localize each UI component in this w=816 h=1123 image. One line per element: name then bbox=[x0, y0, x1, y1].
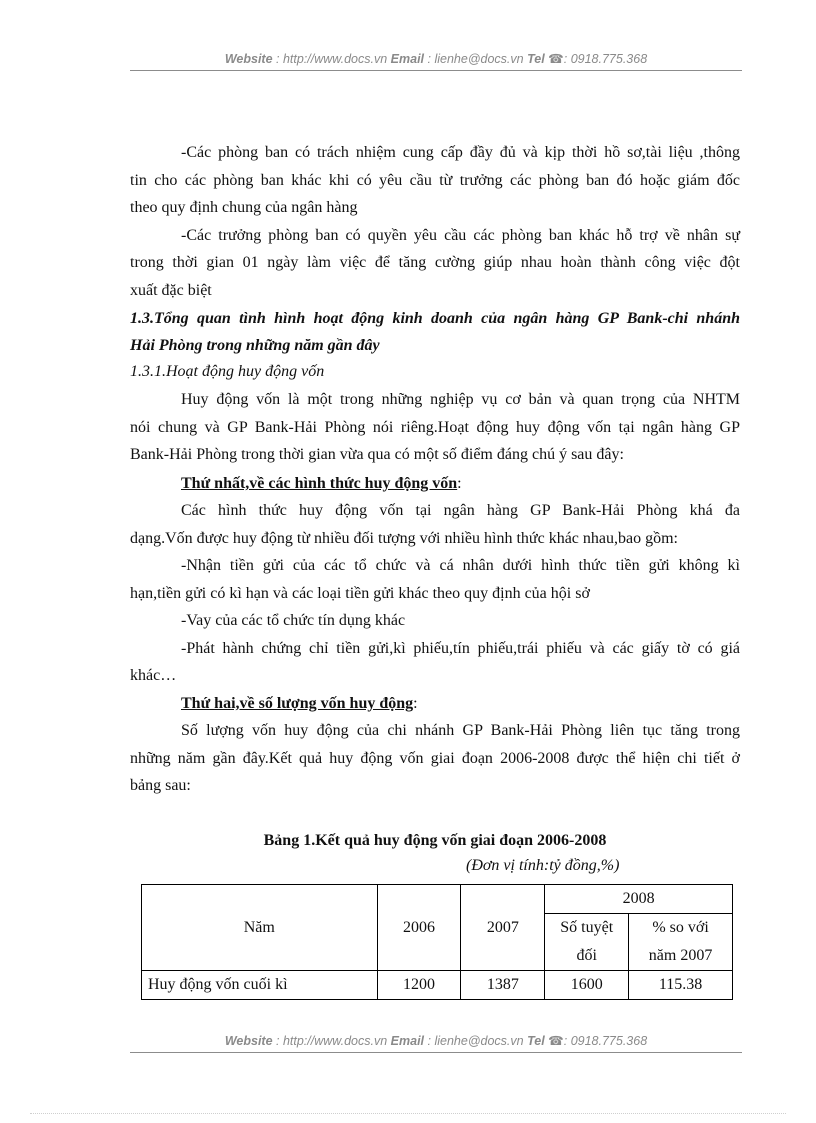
email-value[interactable]: : lienhe@docs.vn bbox=[427, 1034, 524, 1048]
cell-2006: 1200 bbox=[377, 971, 461, 1000]
email-value[interactable]: : lienhe@docs.vn bbox=[427, 52, 524, 66]
point-title-text: Thứ nhất,về các hình thức huy động vốn bbox=[181, 475, 458, 492]
website-value[interactable]: : http://www.docs.vn bbox=[276, 1034, 388, 1048]
point-title-text: Thứ hai,về số lượng vốn huy động bbox=[181, 695, 414, 712]
paragraph-line: trong thời gian 01 ngày làm việc để tăng cường giúp nhau hoàn thành công việc đột bbox=[130, 254, 740, 271]
tel-label: Tel bbox=[527, 52, 545, 66]
paragraph-line: -Các phòng ban có trách nhiệm cung cấp đầy đủ và kịp thời hồ sơ,tài liệu ,thông bbox=[181, 144, 740, 161]
subheader-pct-line1: % so với bbox=[629, 914, 733, 943]
footer-rule bbox=[130, 1052, 742, 1053]
subsection-heading: 1.3.1.Hoạt động huy động vốn bbox=[130, 363, 325, 380]
website-value[interactable]: : http://www.docs.vn bbox=[276, 52, 388, 66]
point-title-colon: : bbox=[413, 695, 418, 712]
tel-label: Tel bbox=[527, 1034, 545, 1048]
table-unit: (Đơn vị tính:tỷ đồng,%) bbox=[466, 857, 620, 874]
website-label: Website bbox=[224, 1034, 273, 1048]
cell-2007: 1387 bbox=[461, 971, 545, 1000]
results-table bbox=[141, 884, 733, 1000]
header-cell-2006: 2006 bbox=[377, 885, 461, 971]
point-title-colon: : bbox=[457, 475, 462, 492]
page-footer bbox=[130, 1033, 742, 1048]
header-rule bbox=[130, 70, 742, 71]
website-label: Website bbox=[224, 52, 273, 66]
phone-icon: ☎ bbox=[548, 1034, 564, 1048]
tel-value: : 0918.775.368 bbox=[563, 1034, 648, 1048]
paragraph-line: tin cho các phòng ban khác khi có yêu cầu từ trưởng các phòng ban đó hoặc giám đốc bbox=[130, 172, 740, 189]
paragraph-line: Huy động vốn là một trong những nghiệp vụ cơ bản và quan trọng của NHTM bbox=[181, 391, 740, 408]
page-header bbox=[130, 51, 742, 66]
paragraph-line: Số lượng vốn huy động của chi nhánh GP Bank-Hải Phòng liên tục tăng trong bbox=[181, 722, 740, 739]
section-heading: 1.3.Tổng quan tình hình hoạt động kinh doanh của ngân hàng GP Bank-chi nhánh bbox=[130, 310, 740, 327]
email-label: Email bbox=[390, 1034, 425, 1048]
subheader-pct-line2: năm 2007 bbox=[629, 942, 733, 971]
paragraph-line: hạn,tiền gửi có kì hạn và các loại tiền gửi khác theo quy định của hội sở bbox=[130, 585, 590, 602]
header-cell-2007: 2007 bbox=[461, 885, 545, 971]
table-caption: Bảng 1.Kết quả huy động vốn giai đoạn 2006-2008 bbox=[263, 832, 607, 849]
email-label: Email bbox=[390, 52, 425, 66]
header-cell-2008: 2008 bbox=[545, 885, 733, 914]
phone-icon: ☎ bbox=[548, 52, 564, 66]
subheader-abs-line2: đối bbox=[545, 942, 629, 971]
paragraph-line: -Các trưởng phòng ban có quyền yêu cầu các phòng ban khác hỗ trợ về nhân sự bbox=[181, 227, 740, 244]
subheader-abs-line1: Số tuyệt bbox=[545, 914, 629, 943]
cell-2008-pct: 115.38 bbox=[629, 971, 733, 1000]
paragraph-line: những năm gần đây.Kết quả huy động vốn giai đoạn 2006-2008 được thể hiện chi tiết ở bbox=[130, 750, 740, 767]
cell-2008-abs: 1600 bbox=[545, 971, 629, 1000]
point-title bbox=[181, 470, 740, 498]
paragraph-line: khác… bbox=[130, 667, 177, 684]
paragraph-line: Các hình thức huy động vốn tại ngân hàng GP Bank-Hải Phòng khá đa bbox=[181, 502, 740, 519]
paragraph-line: -Vay của các tổ chức tín dụng khác bbox=[181, 612, 406, 629]
paragraph-line: -Nhận tiền gửi của các tổ chức và cá nhân dưới hình thức tiền gửi không kì bbox=[181, 557, 740, 574]
tel-value: : 0918.775.368 bbox=[563, 52, 648, 66]
header-cell-year: Năm bbox=[142, 885, 378, 971]
point-title bbox=[181, 690, 740, 718]
paragraph-line: Bank-Hải Phòng trong thời gian vừa qua có một số điểm đáng chú ý sau đây: bbox=[130, 446, 624, 463]
paragraph-line: xuất đặc biệt bbox=[130, 282, 212, 299]
page-break-line bbox=[30, 1113, 786, 1114]
paragraph-line: bảng sau: bbox=[130, 777, 191, 794]
row-label: Huy động vốn cuối kì bbox=[142, 971, 378, 1000]
paragraph-line: -Phát hành chứng chỉ tiền gửi,kì phiếu,tín phiếu,trái phiếu và các giấy tờ có giá bbox=[181, 640, 740, 657]
paragraph-line: nói chung và GP Bank-Hải Phòng nói riêng.Hoạt động huy động vốn tại ngân hàng GP bbox=[130, 419, 740, 436]
paragraph-line: dạng.Vốn được huy động từ nhiều đối tượng với nhiều hình thức khác nhau,bao gồm: bbox=[130, 530, 678, 547]
table-row bbox=[142, 971, 733, 1000]
section-heading: Hải Phòng trong những năm gần đây bbox=[130, 337, 380, 354]
paragraph-line: theo quy định chung của ngân hàng bbox=[130, 199, 358, 216]
